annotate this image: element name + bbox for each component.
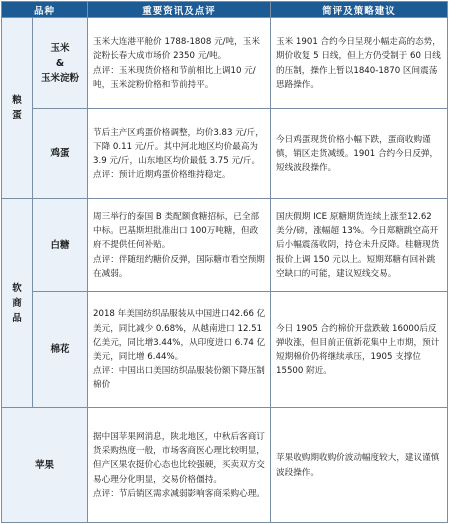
news-apple-comment: 点评：节后销区需求减弱影响客商采购心理。 xyxy=(93,488,265,499)
product-sugar: 白糖 xyxy=(33,199,88,292)
product-cotton: 棉花 xyxy=(33,292,88,408)
news-egg-text: 节后主产区鸡蛋价格调整，均价3.83 元/斤，下降 0.11 元/斤。其中河北地区均价最高为 3.9 元/斤，山东地区均价最低 3.75 元/斤。 xyxy=(93,127,264,166)
category-grain-egg: 粮蛋 xyxy=(2,18,33,199)
product-corn xyxy=(33,18,88,109)
table-row-sugar xyxy=(2,199,448,292)
news-cotton-comment: 点评：中国出口美国纺织品服装份额下降压制棉价 xyxy=(93,366,265,391)
product-corn-line3: 玉米淀粉 xyxy=(41,72,80,84)
product-egg: 鸡蛋 xyxy=(33,109,88,199)
news-cotton-text: 2018 年美国纺织品服装从中国进口42.66 亿美元，同比减少 0.68%，从越南进口 12.51 亿美元，同比增3.44%，从印度进口 6.74 亿美元，同比增 6.44%。 xyxy=(93,309,266,362)
product-apple: 苹果 xyxy=(2,408,88,523)
header-variety: 品种 xyxy=(2,2,88,18)
news-sugar-comment: 点评：伴随纽约糖价反弹，国际糖市看空预期在减弱。 xyxy=(93,254,265,279)
news-corn-comment: 点评：玉米现货价格和节前相比上调10 元/吨，玉米淀粉价格和节前持平。 xyxy=(93,65,256,90)
news-sugar-text: 周三举行的泰国 B 类配额食糖招标，已全部中标。巴基斯坦批准出口 100万吨糖，但政府不提供任何补贴。 xyxy=(93,211,260,251)
news-cotton xyxy=(88,292,271,408)
advice-egg: 今日鸡蛋现货价格小幅下跌，蛋商收购谨慎，销区走货减缓。1901 合约今日反弹，短线波段操作。 xyxy=(271,109,448,199)
table-row-cotton xyxy=(2,292,448,408)
news-egg-comment: 点评：预计近期鸡蛋价格维持稳定。 xyxy=(93,170,231,181)
news-sugar xyxy=(88,199,271,292)
product-corn-line2: & xyxy=(55,57,65,69)
table-row-apple xyxy=(2,408,448,523)
advice-apple: 苹果收购期收购价波动幅度较大，建议谨慎波段操作。 xyxy=(271,408,448,523)
header-news: 重要资讯及点评 xyxy=(88,2,271,18)
header-advice: 简评及策略建议 xyxy=(271,2,448,18)
product-corn-line1: 玉米 xyxy=(50,42,70,54)
news-corn xyxy=(88,18,271,109)
advice-cotton: 今日 1905 合约棉价开盘跌破 16000后反弹收涨，但目前正值新花集中上市期，预计短期棉价仍将继续承压，1905 支撑位 15500 附近。 xyxy=(271,292,448,408)
advice-sugar: 国庆假期 ICE 原糖期货连续上涨至12.62 美分/磅，涨幅超 13%。今日郑糖跳空高开后小幅震荡收阴，持仓未升反降。桂糖现货报价上调 150 元以上。短期郑糖有回补跳空缺口的可能，建议短线交易。 xyxy=(271,199,448,292)
table-row-egg xyxy=(2,109,448,199)
table-header-row xyxy=(2,2,448,18)
news-apple-text: 据中国苹果网消息，陕北地区，中秋后客商订货采购热度一般，市场客商医心理比较明显，但产区果农挺价心态也比较强硬，买卖双方交易心理分化明显，交易价格僵持。 xyxy=(93,431,265,485)
news-corn-text: 玉米大连港平舱价 1788-1808 元/吨，玉米淀粉长春大成市场价 2350 元/吨。 xyxy=(93,37,260,62)
news-egg xyxy=(88,109,271,199)
news-apple xyxy=(88,408,271,523)
advice-corn: 玉米 1901 合约今日呈现小幅走高的态势，期价收复 5 日线，但上方仍受制于 60 日线的压制，操作上暂以1840-1870 区间震荡思路操作。 xyxy=(271,18,448,109)
futures-commentary-table xyxy=(1,1,448,523)
table-row-corn xyxy=(2,18,448,109)
category-soft: 软商品 xyxy=(2,199,33,408)
